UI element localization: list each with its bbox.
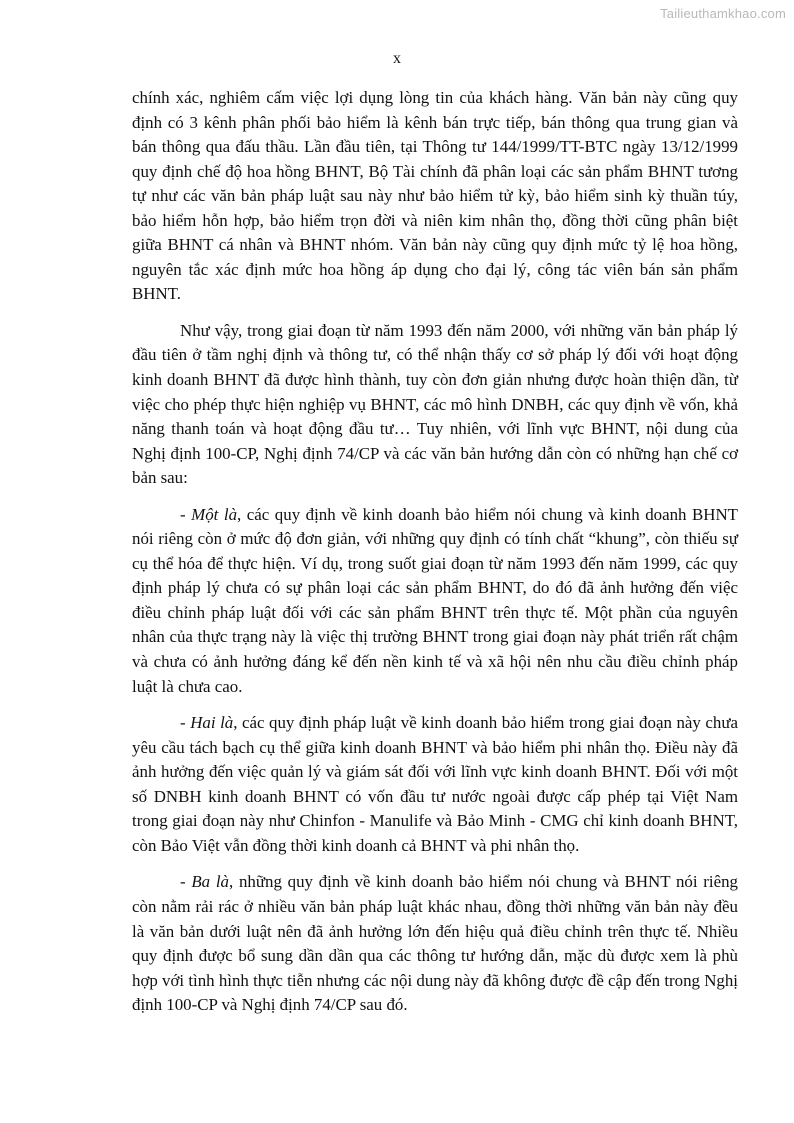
- paragraph-5: [132, 870, 738, 1017]
- paragraph-4: [132, 711, 738, 858]
- paragraph-3-dash: -: [180, 504, 192, 524]
- paragraph-3-lead: Một là: [191, 504, 238, 524]
- paragraph-5-dash: -: [180, 872, 192, 892]
- paragraph-2: Như vậy, trong giai đoạn từ năm 1993 đến năm 2000, với những văn bản pháp lý đầu tiên ở tầm nghị định và thông tư, có thể nhận thấy cơ sở pháp lý đối với hoạt động kinh doanh BHNT đã được hình thành, tuy còn đơn giản nhưng được hoàn thiện dần, từ việc cho phép thực hiện nghiệp vụ BHNT, các mô hình DNBH, các quy định về vốn, khả năng thanh toán và hoạt động đầu tư… Tuy nhiên, với lĩnh vực BHNT, nội dung của Nghị định 100-CP, Nghị định 74/CP và các văn bản hướng dẫn còn có những hạn chế cơ bản sau:: [132, 320, 738, 488]
- paragraph-5-text: , những quy định về kinh doanh bảo hiểm nói chung và BHNT nói riêng còn nằm rải rác ở nhiều văn bản pháp luật khác nhau, đồng thời những văn bản này đều là văn bản dưới luật nên đã ảnh hưởng lớn đến hiệu quả điều chỉnh trên thực tế. Nhiều quy định được bổ sung dần dần qua các thông tư hướng dẫn, mặc dù được xem là phù hợp với tình hình thực tiễn nhưng các nội dung này đã không được đề cập đến trong Nghị định 100-CP và Nghị định 74/CP sau đó.: [132, 872, 738, 1015]
- document-body: [132, 86, 738, 1030]
- page-number: x: [393, 50, 401, 67]
- paragraph-4-text: , các quy định pháp luật về kinh doanh bảo hiểm trong giai đoạn này chưa yêu cầu tách bạch cụ thể giữa kinh doanh BHNT và bảo hiểm phi nhân thọ. Điều này đã ảnh hưởng đến việc quản lý và giám sát đối với lĩnh vực kinh doanh BHNT. Đối với một số DNBH kinh doanh BHNT có vốn đầu tư nước ngoài được cấp phép tại Việt Nam trong giai đoạn này như Chinfon - Manulife và Bảo Minh - CMG chỉ kinh doanh BHNT, còn Bảo Việt vẫn đồng thời kinh doanh cả BHNT và phi nhân thọ.: [132, 713, 738, 855]
- watermark-text: Tailieuthamkhao.com: [660, 6, 786, 21]
- paragraph-4-dash: -: [180, 713, 191, 733]
- paragraph-5-lead: Ba là: [191, 872, 229, 892]
- paragraph-4-lead: Hai là: [190, 713, 234, 733]
- paragraph-3-text: , các quy định về kinh doanh bảo hiểm nói chung và kinh doanh BHNT nói riêng còn ở mức độ đơn giản, với những quy định có tính chất “khung”, còn thiếu sự cụ thể hóa để thực hiện. Ví dụ, trong suốt giai đoạn từ năm 1993 đến năm 1999, các quy định pháp lý chưa có sự phân loại các sản phẩm BHNT, do đó đã ảnh hưởng đến việc điều chỉnh pháp luật đối với các sản phẩm BHNT trên thực tế. Một phần của nguyên nhân của thực trạng này là việc thị trường BHNT trong giai đoạn này phát triển rất chậm và chưa có ảnh hưởng đáng kể đến nền kinh tế và xã hội nên nhu cầu điều chỉnh pháp luật là chưa cao.: [132, 504, 738, 696]
- paragraph-3: [132, 503, 738, 699]
- paragraph-1: chính xác, nghiêm cấm việc lợi dụng lòng tin của khách hàng. Văn bản này cũng quy định có 3 kênh phân phối bảo hiểm là kênh bán trực tiếp, bán thông qua trung gian và bán thông qua đấu thầu. Lần đầu tiên, tại Thông tư 144/1999/TT-BTC ngày 13/12/1999 quy định chế độ hoa hồng BHNT, Bộ Tài chính đã phân loại các sản phẩm BHNT tương tự như các văn bản pháp luật sau này như bảo hiểm tử kỳ, bảo hiểm sinh kỳ thuần túy, bảo hiểm hỗn hợp, bảo hiểm trọn đời và niên kim nhân thọ, đồng thời cũng phân biệt giữa BHNT cá nhân và BHNT nhóm. Văn bản này cũng quy định mức tỷ lệ hoa hồng, nguyên tắc xác định mức hoa hồng áp dụng cho đại lý, công tác viên bán sản phẩm BHNT.: [132, 88, 738, 304]
